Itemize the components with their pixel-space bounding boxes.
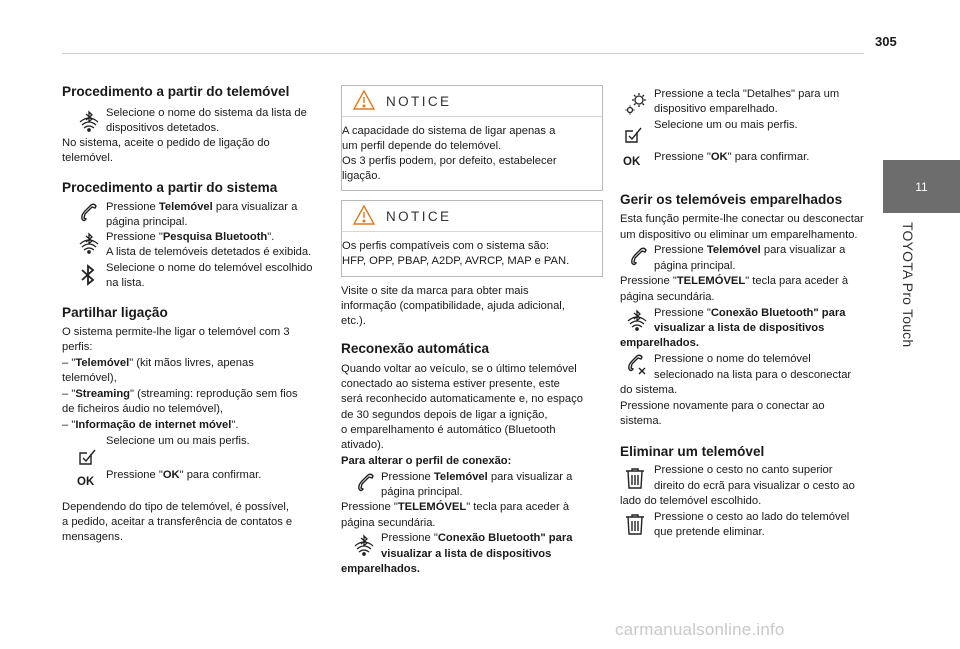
text-line: Pressione "TELEMÓVEL" tecla para aceder à <box>620 275 849 287</box>
trash-bin-icon <box>624 466 646 490</box>
text-line: visualizar a lista de dispositivos <box>381 548 552 560</box>
text-line: de 30 segundos depois de ligar a ignição, <box>341 409 548 421</box>
text-line: Pressione a tecla "Detalhes" para um <box>654 88 840 100</box>
page-number: 305 <box>875 34 897 49</box>
checkbox-edit-icon <box>622 124 644 146</box>
bluetooth-icon <box>78 262 98 288</box>
text-line: página secundária. <box>620 291 715 303</box>
ok-icon: OK <box>623 156 641 168</box>
text-line: Os 3 perfis podem, por defeito, estabelecer <box>342 155 557 167</box>
text-line: conectado ao sistema estiver presente, este <box>341 378 560 390</box>
text-line: será reconhecido automaticamente e, no espaço <box>341 393 583 405</box>
text-line: Para alterar o perfil de conexão: <box>341 455 512 467</box>
text-line: selecionado na lista para o desconectar <box>654 369 852 381</box>
heading-from-system: Procedimento a partir do sistema <box>62 180 278 195</box>
text-line: HFP, OPP, PBAP, A2DP, AVRCP, MAP e PAN. <box>342 255 570 267</box>
notice-box-1 <box>341 85 603 191</box>
watermark: carmanualsonline.info <box>615 620 785 639</box>
bluetooth-search-icon <box>76 230 102 256</box>
notice-divider <box>342 231 602 232</box>
text-line: – "Streaming" (streaming: reprodução sem fios <box>62 388 298 400</box>
text-line: um dispositivo ou eliminar um emparelhamento. <box>620 229 858 241</box>
phone-handset-icon <box>353 470 379 496</box>
text-line: Pressione novamente para o conectar ao <box>620 400 825 412</box>
heading-from-phone: Procedimento a partir do telemóvel <box>62 84 290 99</box>
chapter-number: 11 <box>915 179 928 194</box>
text-line: lado do telemóvel escolhido. <box>620 495 762 507</box>
top-rule <box>62 53 864 54</box>
text-line: visualizar a lista de dispositivos <box>654 322 825 334</box>
text-line: – "Informação de internet móvel". <box>62 419 239 431</box>
phone-handset-icon <box>76 200 102 226</box>
text-line: – "Telemóvel" (kit mãos livres, apenas <box>62 357 254 369</box>
text-line: Esta função permite-lhe conectar ou desconectar <box>620 213 864 225</box>
text-line: página principal. <box>654 260 736 272</box>
text-line: A lista de telemóveis detetados é exibida. <box>106 246 312 258</box>
trash-bin-icon <box>624 512 646 536</box>
gear-details-icon <box>622 90 650 118</box>
bluetooth-connection-icon <box>624 307 650 333</box>
text-line: Selecione um ou mais perfis. <box>106 435 250 447</box>
notice-header <box>342 201 602 231</box>
text-line: Selecione o nome do sistema da lista de <box>106 107 307 119</box>
text-line: a pedido, aceitar a transferência de contatos e <box>62 516 293 528</box>
text-line: página secundária. <box>341 517 436 529</box>
heading-manage-paired: Gerir os telemóveis emparelhados <box>620 192 843 207</box>
text-line: ligação. <box>342 170 381 182</box>
side-title: TOYOTA Pro Touch <box>900 222 916 348</box>
text-line: Pressione "Conexão Bluetooth" para <box>381 532 573 544</box>
text-line: perfis: <box>62 341 93 353</box>
text-line: Visite o site da marca para obter mais <box>341 285 529 297</box>
heading-delete-phone: Eliminar um telemóvel <box>620 444 765 459</box>
text-line: Os perfis compatíveis com o sistema são: <box>342 240 550 252</box>
warning-triangle-icon <box>352 89 376 111</box>
text-line: informação (compatibilidade, ajuda adicional, <box>341 300 565 312</box>
heading-auto-reconnect: Reconexão automática <box>341 341 490 356</box>
text-line: Pressione Telemóvel para visualizar a <box>381 471 573 483</box>
notice-divider <box>342 116 602 117</box>
text-line: telemóvel. <box>62 152 113 164</box>
text-line: etc.). <box>341 315 366 327</box>
text-line: Pressione "TELEMÓVEL" tecla para aceder à <box>341 501 570 513</box>
text-line: emparelhados. <box>341 563 420 575</box>
text-line: Pressione "Pesquisa Bluetooth". <box>106 231 275 243</box>
text-line: Quando voltar ao veículo, se o último telemóvel <box>341 363 577 375</box>
text-line: Pressione o cesto no canto superior <box>654 464 833 476</box>
text-line: um perfil depende do telemóvel. <box>342 140 502 152</box>
text-line: Pressione o nome do telemóvel <box>654 353 811 365</box>
text-line: direito do ecrã para visualizar o cesto ao <box>654 480 855 492</box>
text-line: Pressione Telemóvel para visualizar a <box>654 244 846 256</box>
notice-title: NOTICE <box>386 94 452 109</box>
ok-icon: OK <box>77 476 95 488</box>
notice-box-2 <box>341 200 603 277</box>
phone-handset-icon <box>626 244 652 270</box>
chapter-tab <box>883 160 960 213</box>
text-line: emparelhados. <box>620 337 699 349</box>
text-line: mensagens. <box>62 531 123 543</box>
text-line: página principal. <box>381 486 463 498</box>
text-line: Pressione "OK" para confirmar. <box>654 151 810 163</box>
text-line: Pressione o cesto ao lado do telemóvel <box>654 511 850 523</box>
text-line: Pressione "Conexão Bluetooth" para <box>654 307 846 319</box>
bluetooth-disconnect-icon <box>624 352 648 376</box>
text-line: ativado). <box>341 439 384 451</box>
bluetooth-connection-icon <box>351 532 377 558</box>
text-line: sistema. <box>620 415 662 427</box>
text-line: Dependendo do tipo de telemóvel, é possível, <box>62 501 290 513</box>
text-line: do sistema. <box>620 384 678 396</box>
checkbox-edit-icon <box>76 446 98 468</box>
text-line: Selecione um ou mais perfis. <box>654 119 798 131</box>
text-line: página principal. <box>106 216 188 228</box>
text-line: na lista. <box>106 277 145 289</box>
text-line: Pressione "OK" para confirmar. <box>106 469 262 481</box>
bluetooth-touch-icon <box>76 108 102 134</box>
text-line: dispositivo emparelhado. <box>654 103 778 115</box>
text-line: O sistema permite-lhe ligar o telemóvel com 3 <box>62 326 290 338</box>
text-line: A capacidade do sistema de ligar apenas a <box>342 125 556 137</box>
text-line: o emparelhamento é automático (Bluetooth <box>341 424 556 436</box>
notice-header <box>342 86 602 116</box>
text-line: dispositivos detetados. <box>106 122 220 134</box>
text-line: de ficheiros áudio no telemóvel), <box>62 403 224 415</box>
text-line: telemóvel), <box>62 372 117 384</box>
heading-share-connection: Partilhar ligação <box>62 305 168 320</box>
warning-triangle-icon <box>352 204 376 226</box>
text-line: Selecione o nome do telemóvel escolhido <box>106 262 313 274</box>
notice-title: NOTICE <box>386 209 452 224</box>
text-line: que pretende eliminar. <box>654 526 765 538</box>
text-line: No sistema, aceite o pedido de ligação do <box>62 137 270 149</box>
text-line: Pressione Telemóvel para visualizar a <box>106 201 298 213</box>
